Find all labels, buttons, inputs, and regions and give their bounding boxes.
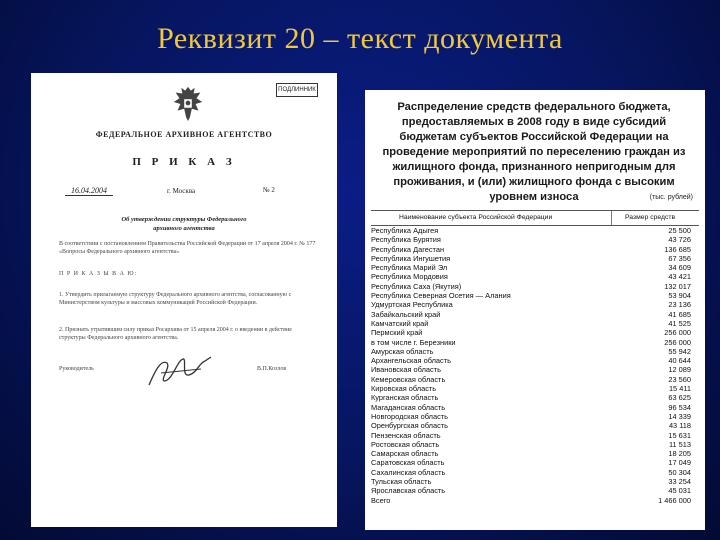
region-name: Республика Ингушетия: [371, 253, 451, 263]
table-row: [371, 254, 699, 263]
subsidy-amount: 45 031: [668, 486, 691, 496]
subsidy-amount: 15 631: [668, 430, 691, 440]
region-name: в том числе г. Березники: [371, 337, 456, 347]
subsidy-amount: 132 017: [664, 281, 691, 291]
table-row: [371, 449, 699, 458]
subsidy-amount: 34 609: [668, 263, 691, 273]
subsidy-amount: 136 685: [664, 244, 691, 254]
subsidy-amount: 41 685: [668, 309, 691, 319]
subsidy-table-document: [365, 90, 705, 530]
table-row: [371, 421, 699, 430]
slide-title: Реквизит 20 – текст документа: [157, 22, 563, 55]
region-name: Курганская область: [371, 393, 439, 403]
table-row: [371, 393, 699, 402]
region-name: Оренбургская область: [371, 421, 448, 431]
table-row: [371, 384, 699, 393]
table-row: [371, 496, 699, 505]
region-name: Удмуртская Республика: [371, 300, 453, 310]
region-name: Забайкальский край: [371, 309, 441, 319]
region-name: Ивановская область: [371, 365, 441, 375]
subsidy-amount: 40 644: [668, 356, 691, 366]
region-name: Пермский край: [371, 328, 423, 338]
table-row: [371, 300, 699, 309]
table-units: (тыс. рублей): [649, 194, 693, 201]
document-number: № 2: [263, 186, 275, 194]
signer-name: В.П.Козлов: [257, 366, 287, 372]
table-body: [371, 226, 699, 505]
table-header: [371, 210, 699, 226]
subsidy-amount: 18 205: [668, 449, 691, 459]
document-subject: Об утверждении структуры Федерального архивного агентства: [121, 216, 247, 232]
table-row: [371, 356, 699, 365]
region-name: Самарская область: [371, 449, 439, 459]
original-stamp: ПОДЛИННИК: [276, 83, 318, 97]
table-row: [371, 245, 699, 254]
region-name: Пензенская область: [371, 430, 441, 440]
region-name: Архангельская область: [371, 356, 451, 366]
region-name: Республика Саха (Якутия): [371, 281, 462, 291]
region-name: Республика Марий Эл: [371, 263, 448, 273]
subsidy-amount: 67 356: [668, 253, 691, 263]
table-row: [371, 477, 699, 486]
subsidy-amount: 53 904: [668, 291, 691, 301]
subsidy-amount: 11 513: [668, 439, 691, 449]
table-row: [371, 328, 699, 337]
order-document-image: [31, 73, 337, 527]
subsidy-amount: 12 089: [668, 365, 691, 375]
coat-of-arms-icon: [169, 83, 207, 123]
table-row: [371, 272, 699, 281]
handwritten-signature: [141, 351, 221, 391]
subsidy-amount: 256 000: [664, 328, 691, 338]
region-name: Сахалинская область: [371, 467, 446, 477]
subsidy-amount: 55 942: [668, 346, 691, 356]
table-row: [371, 310, 699, 319]
signer-position: Руководитель: [59, 366, 94, 372]
table-row: [371, 226, 699, 235]
document-date: 16.04.2004: [65, 186, 113, 196]
table-row: [371, 431, 699, 440]
region-name: Камчатский край: [371, 318, 429, 328]
region-name: Кемеровская область: [371, 374, 446, 384]
order-word: П Р И К А З Ы В А Ю:: [59, 271, 138, 277]
table-row: [371, 235, 699, 244]
subsidy-amount: 63 625: [668, 393, 691, 403]
subsidy-amount: 43 421: [668, 272, 691, 282]
table-row: [371, 440, 699, 449]
table-row: [371, 468, 699, 477]
subsidy-amount: 96 534: [668, 402, 691, 412]
subsidy-amount: 25 500: [668, 226, 691, 235]
subsidy-amount: 43 726: [668, 235, 691, 245]
region-name: Магаданская область: [371, 402, 446, 412]
region-name: Кировская область: [371, 384, 437, 394]
subsidy-amount: 17 049: [668, 458, 691, 468]
region-name: Амурская область: [371, 346, 434, 356]
subsidy-amount: 15 411: [668, 384, 691, 394]
subsidy-amount: 23 560: [668, 374, 691, 384]
order-clause-2: 2. Признать утратившим силу приказ Росархива от 15 апреля 2004 г. о введении в действие структуры Федерального архивного агентства.: [59, 327, 292, 341]
region-name: Республика Бурятия: [371, 235, 441, 245]
table-row: [371, 375, 699, 384]
table-row: [371, 458, 699, 467]
order-clause-1: 1. Утвердить прилагаемую структуру Федерального архивного агентства, согласованную с Министерством культуры и массовых коммуникаций Российской Федерации.: [59, 292, 292, 306]
region-name: Республика Адыгея: [371, 226, 439, 235]
region-name: Саратовская область: [371, 458, 445, 468]
subsidy-amount: 1 466 000: [658, 495, 691, 505]
region-name: Республика Мордовия: [371, 272, 448, 282]
region-name: Ростовская область: [371, 439, 440, 449]
table-row: [371, 365, 699, 374]
table-row: [371, 403, 699, 412]
table-row: [371, 291, 699, 300]
table-row: [371, 282, 699, 291]
table-row: [371, 347, 699, 356]
subsidy-amount: 23 136: [668, 300, 691, 310]
subsidy-amount: 43 118: [668, 421, 691, 431]
table-row: [371, 338, 699, 347]
preamble-text: В соответствии с постановлением Правительства Российской Федерации от 17 апреля 2004 г. № 177 «Вопросы Федерального архивного агентства»: [59, 241, 316, 255]
document-type: П Р И К А З: [132, 156, 236, 168]
region-name: Республика Северная Осетия — Алания: [371, 291, 511, 301]
table-heading: Распределение средств федерального бюджета, предоставляемых в 2008 году в виде субсидий бюджетам субъектов Российской Федерации на проведение мероприятий по переселению граждан из жилищного фонда, признанного непригодным для проживания, и (или) жилищного фонда с высоким уровнем износа: [382, 101, 686, 203]
table-row: [371, 263, 699, 272]
table-row: [371, 319, 699, 328]
subsidy-amount: 33 254: [668, 477, 691, 487]
region-name: Всего: [371, 495, 391, 505]
agency-name: ФЕДЕРАЛЬНОЕ АРХИВНОЕ АГЕНТСТВО: [95, 130, 273, 139]
region-name: Новгородская область: [371, 411, 449, 421]
subsidy-amount: 256 000: [664, 337, 691, 347]
table-row: [371, 412, 699, 421]
subsidy-amount: 50 304: [668, 467, 691, 477]
column-header-size: Размер средств: [625, 214, 676, 221]
region-name: Республика Дагестан: [371, 244, 445, 254]
document-place: г. Москва: [167, 187, 196, 195]
subsidy-amount: 14 339: [668, 411, 691, 421]
column-header-name: Наименование субъекта Российской Федерации: [399, 214, 553, 221]
region-name: Ярославская область: [371, 486, 446, 496]
region-name: Тульская область: [371, 477, 432, 487]
subsidy-amount: 41 525: [668, 318, 691, 328]
table-row: [371, 486, 699, 495]
